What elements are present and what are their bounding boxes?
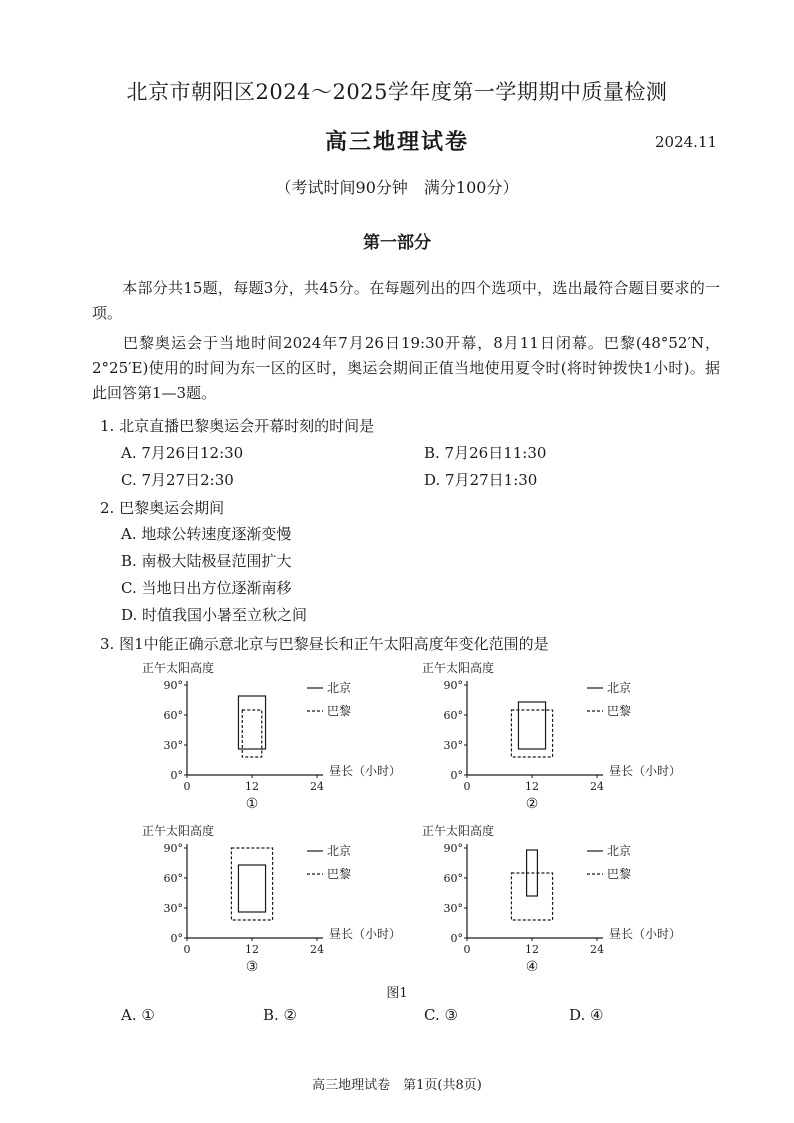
paris-range-box (231, 848, 272, 920)
chart-3 (132, 818, 402, 982)
chart-4-svg (412, 818, 682, 978)
page-footer: 高三地理试卷 第1页(共8页) (312, 1078, 482, 1093)
question-3-option-b[interactable]: B. ② (263, 1006, 298, 1024)
question-2-option-c[interactable]: C. 当地日出方位逐渐南移 (121, 579, 292, 597)
y-axis-label: 正午太阳高度 (142, 824, 215, 838)
y-tick-label: 0° (170, 769, 183, 782)
y-tick-label: 30° (163, 739, 183, 752)
legend-label-beijing: 北京 (327, 844, 352, 858)
legend-label-paris: 巴黎 (607, 867, 632, 881)
x-tick-label: 24 (310, 780, 324, 793)
y-tick-label: 0° (450, 932, 463, 945)
legend-label-paris: 巴黎 (607, 704, 632, 718)
x-axis-label: 昼长（小时） (609, 764, 682, 778)
question-3-option-c[interactable]: C. ③ (424, 1006, 458, 1024)
x-tick-label: 12 (525, 943, 539, 956)
question-2-option-d[interactable]: D. 时值我国小暑至立秋之间 (121, 606, 308, 624)
question-3-stem: 3. 图1中能正确示意北京与巴黎昼长和正午太阳高度年变化范围的是 (100, 635, 549, 653)
legend-label-beijing: 北京 (607, 681, 632, 695)
figure-caption: 图1 (386, 986, 408, 1001)
x-tick-label: 12 (245, 943, 259, 956)
y-axis-label: 正午太阳高度 (142, 661, 215, 675)
y-tick-label: 90° (443, 679, 463, 692)
x-tick-label: 0 (463, 943, 471, 956)
y-tick-label: 60° (163, 872, 183, 885)
y-tick-label: 30° (443, 902, 463, 915)
legend-label-beijing: 北京 (327, 681, 352, 695)
legend-label-paris: 巴黎 (327, 704, 352, 718)
chart-panel-label: ③ (245, 959, 259, 975)
chart-1 (132, 655, 402, 819)
beijing-range-box (518, 702, 545, 749)
chart-1-svg (132, 655, 402, 815)
y-tick-label: 90° (163, 679, 183, 692)
y-axis-label: 正午太阳高度 (422, 824, 495, 838)
x-tick-label: 24 (590, 943, 604, 956)
x-tick-label: 0 (183, 780, 191, 793)
legend-label-beijing: 北京 (607, 844, 632, 858)
x-tick-label: 12 (245, 780, 259, 793)
chart-panel-label: ① (245, 796, 259, 812)
y-tick-label: 60° (443, 872, 463, 885)
x-axis-label: 昼长（小时） (329, 764, 402, 778)
question-1-option-a[interactable]: A. 7月26日12:30 (121, 444, 244, 462)
chart-panel-label: ④ (525, 959, 539, 975)
y-tick-label: 60° (163, 709, 183, 722)
y-tick-label: 90° (443, 842, 463, 855)
y-tick-label: 60° (443, 709, 463, 722)
exam-title: 高三地理试卷 (324, 129, 469, 155)
x-axis-label: 昼长（小时） (609, 927, 682, 941)
paris-range-box (511, 710, 552, 757)
y-tick-label: 0° (170, 932, 183, 945)
x-axis-label: 昼长（小时） (329, 927, 402, 941)
chart-4 (412, 818, 682, 982)
question-2-option-a[interactable]: A. 地球公转速度逐渐变慢 (121, 525, 292, 543)
beijing-range-box (238, 865, 265, 912)
exam-date: 2024.11 (655, 133, 718, 151)
question-1-stem: 1. 北京直播巴黎奥运会开幕时刻的时间是 (100, 417, 375, 435)
chart-2 (412, 655, 682, 819)
chart-3-svg (132, 818, 402, 978)
y-tick-label: 0° (450, 769, 463, 782)
x-tick-label: 24 (310, 943, 324, 956)
y-tick-label: 90° (163, 842, 183, 855)
y-tick-label: 30° (163, 902, 183, 915)
question-1-option-b[interactable]: B. 7月26日11:30 (424, 444, 547, 462)
y-axis-label: 正午太阳高度 (422, 661, 495, 675)
question-3-option-d[interactable]: D. ④ (569, 1006, 604, 1024)
legend-label-paris: 巴黎 (327, 867, 352, 881)
x-tick-label: 0 (183, 943, 191, 956)
x-tick-label: 24 (590, 780, 604, 793)
x-tick-label: 12 (525, 780, 539, 793)
x-tick-label: 0 (463, 780, 471, 793)
question-material: 巴黎奥运会于当地时间2024年7月26日19:30开幕，8月11日闭幕。巴黎(48°52′N，2°25′E)使用的时间为东一区的区时，奥运会期间正值当地使用夏令时(将时钟拨快1小时)。据此回答第1—3题。 (92, 334, 720, 402)
exam-header-title: 北京市朝阳区2024～2025学年度第一学期期中质量检测 (126, 80, 668, 104)
exam-info: （考试时间90分钟 满分100分） (275, 178, 519, 197)
y-tick-label: 30° (443, 739, 463, 752)
chart-2-svg (412, 655, 682, 815)
chart-panel-label: ② (525, 796, 539, 812)
paris-range-box (242, 710, 262, 757)
question-3-option-a[interactable]: A. ① (121, 1006, 155, 1024)
question-2-option-b[interactable]: B. 南极大陆极昼范围扩大 (121, 552, 292, 570)
part-instruction: 本部分共15题，每题3分，共45分。在每题列出的四个选项中，选出最符合题目要求的一项。 (92, 279, 720, 322)
question-2-stem: 2. 巴黎奥运会期间 (100, 499, 225, 517)
part-title: 第一部分 (363, 233, 431, 253)
question-1-option-d[interactable]: D. 7月27日1:30 (424, 471, 538, 489)
question-1-option-c[interactable]: C. 7月27日2:30 (121, 471, 234, 489)
